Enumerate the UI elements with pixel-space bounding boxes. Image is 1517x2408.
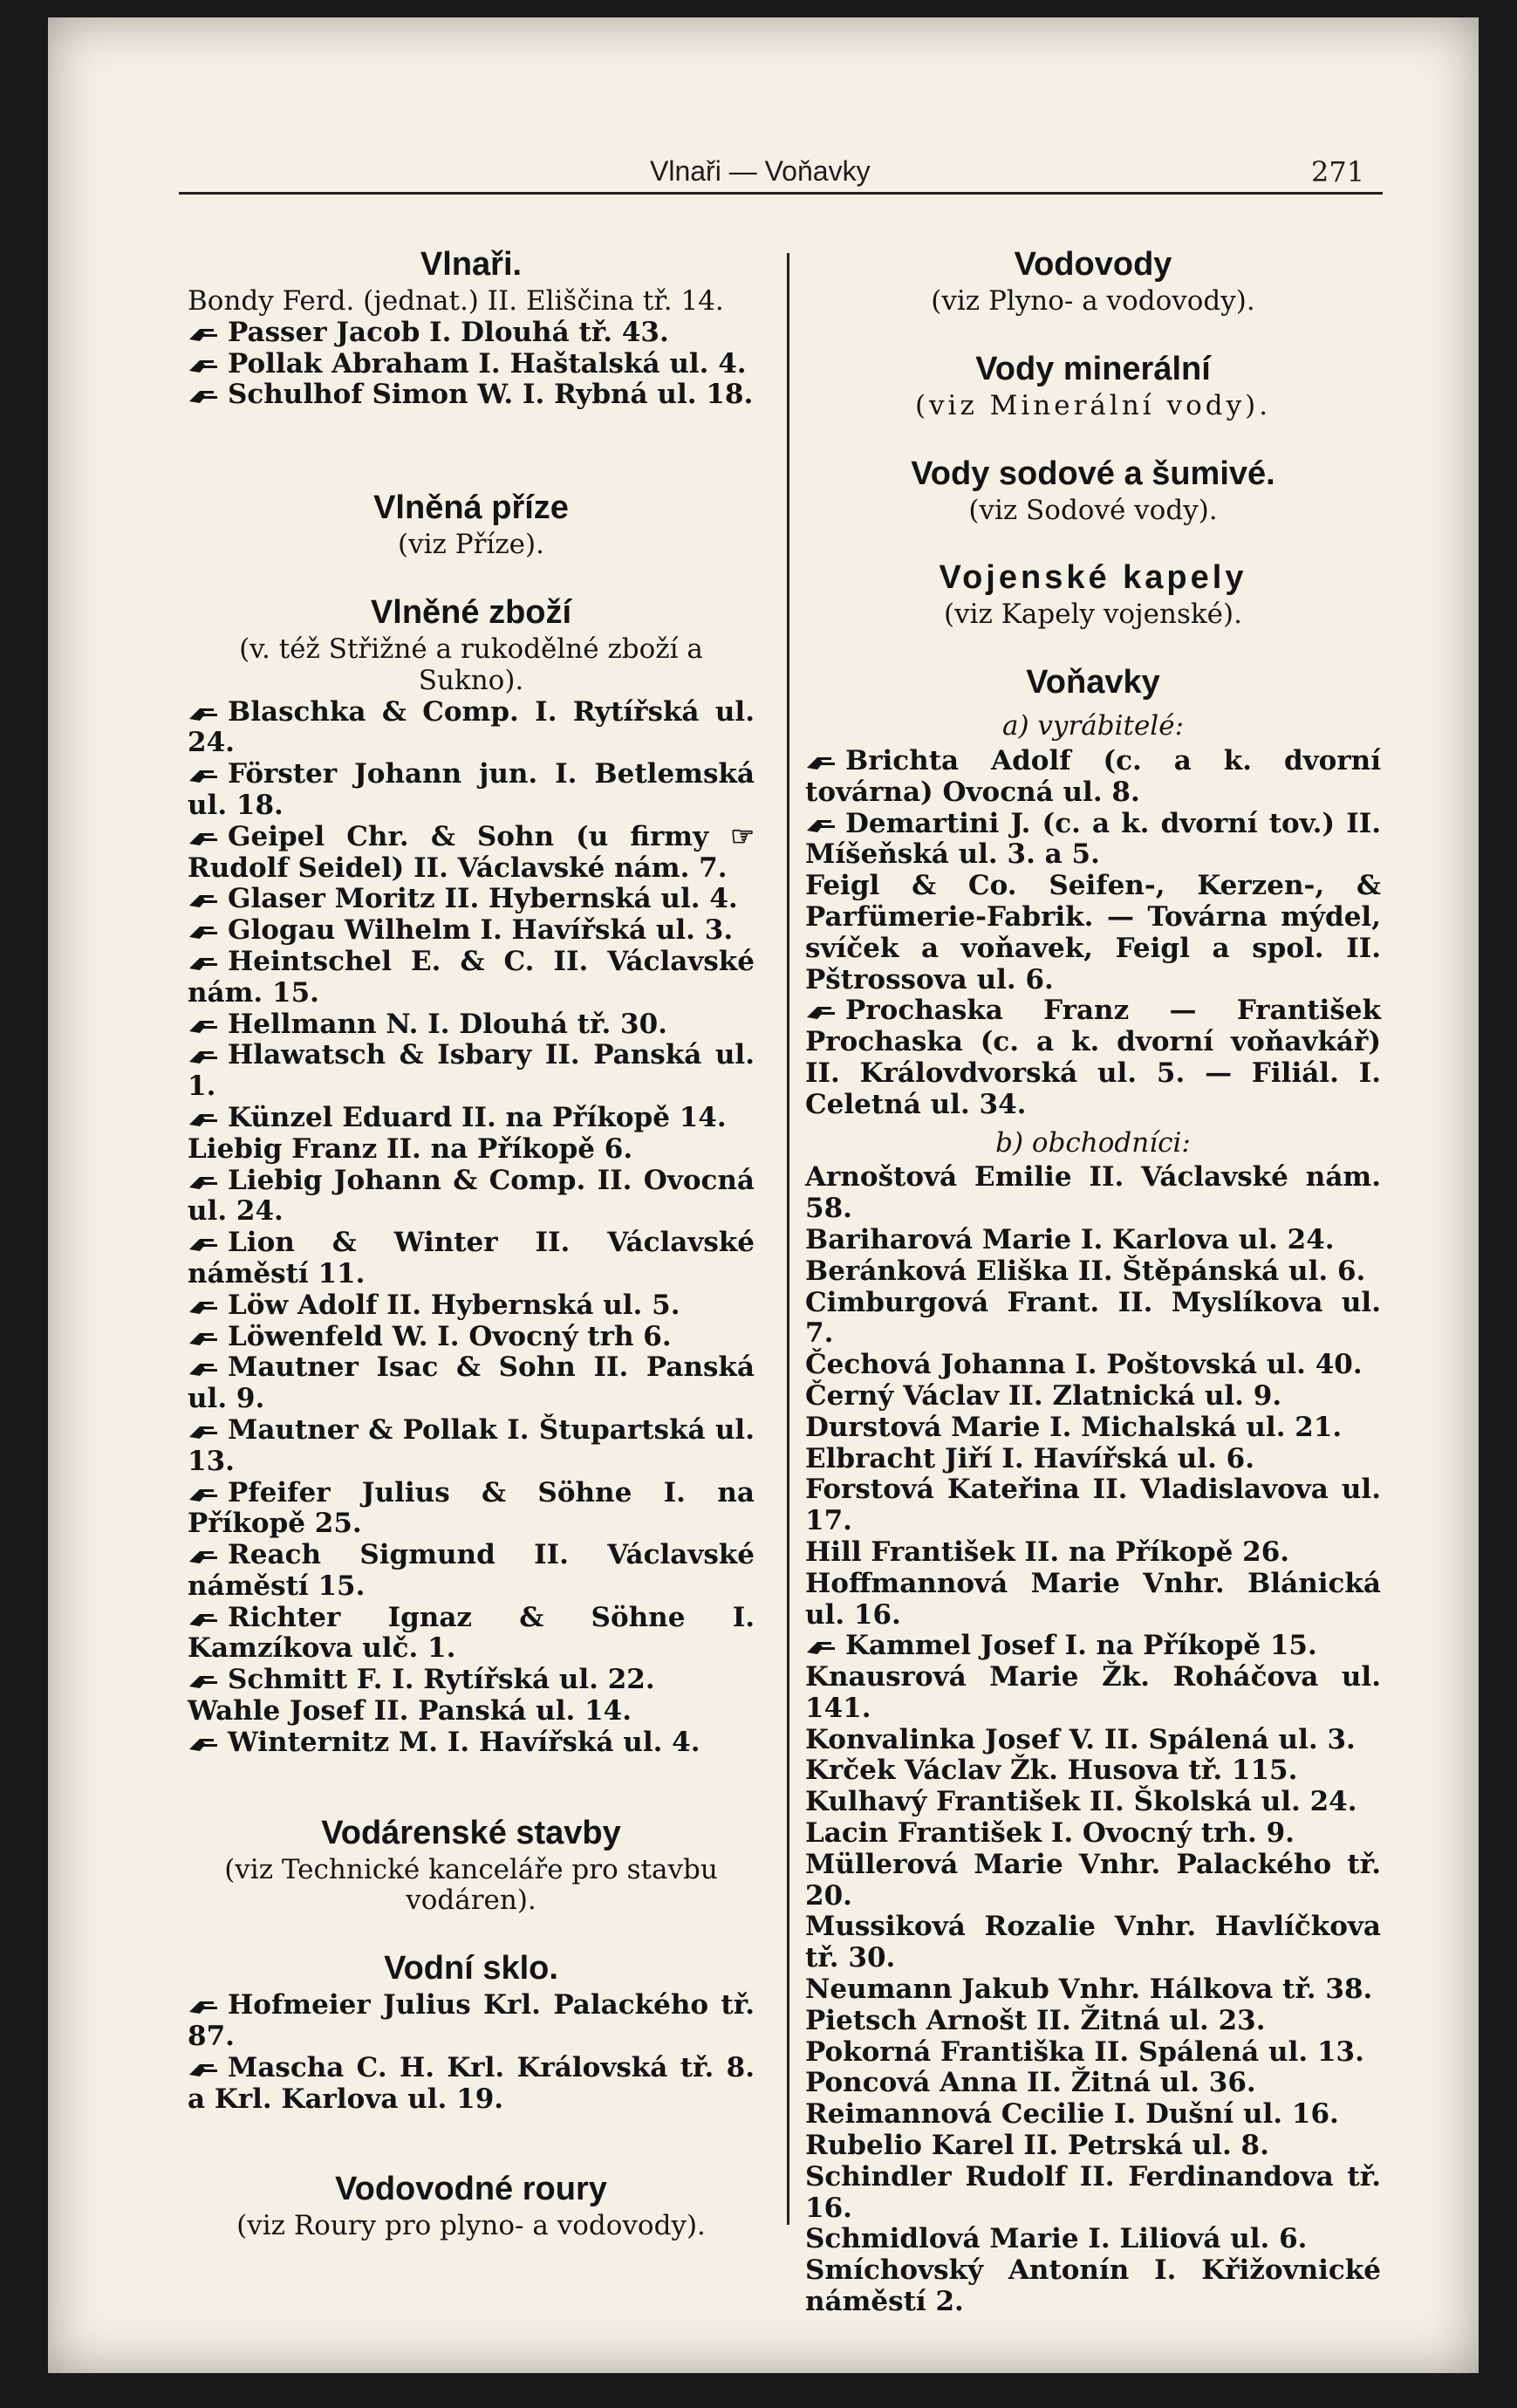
entry-text: Glogau Wilhelm I. Havířská ul. 3. (228, 914, 734, 947)
cross-reference: (viz Příze). (398, 529, 544, 561)
list-item (805, 871, 1381, 995)
cross-reference: (viz Sodové vody). (968, 494, 1218, 526)
entry-text: Liebig Franz II. na Příkopě 6. (188, 1132, 633, 1165)
entry-text: Knausrová Marie Žk. Roháčova ul. 141. (805, 1661, 1381, 1724)
list-item (805, 2006, 1381, 2037)
section-title: Vody sodové a šumivé. (911, 455, 1275, 492)
entry-text: Kammel Josef I. na Příkopě 15. (845, 1630, 1317, 1662)
entry-text: Rubelio Karel II. Petrská ul. 8. (805, 2130, 1269, 2162)
list-item (805, 1413, 1381, 1444)
entry-text: Wahle Josef II. Panská ul. 14. (188, 1695, 632, 1727)
section-title: Vlnaři. (420, 246, 523, 283)
entry-text: Passer Jacob I. Dlouhá tř. 43. (228, 316, 669, 348)
list-item (188, 1322, 755, 1353)
list-item (805, 809, 1381, 872)
entry-text: Schindler Rudolf II. Ferdinandova tř. 16. (805, 2160, 1381, 2224)
entry-text: Pokorná Františka II. Spálená ul. 13. (805, 2035, 1364, 2068)
entry-text: Schmitt F. I. Rytířská ul. 22. (228, 1664, 655, 1696)
list-item (805, 1288, 1381, 1351)
entry-text: Heintschel E. & C. II. Václavské nám. 15. (188, 945, 755, 1009)
header-rule (179, 192, 1383, 195)
column-divider (787, 253, 789, 2225)
pointing-hand-icon (188, 351, 222, 370)
entry-text: Hlawatsch & Isbary II. Panská ul. 1. (188, 1039, 755, 1103)
pointing-hand-icon (188, 1011, 222, 1030)
pointing-hand-icon (188, 1992, 222, 2011)
cross-reference: (viz Plyno- a vodovody). (931, 285, 1255, 317)
entry-text: Geipel Chr. & Sohn (u firmy ☞ Rudolf Seidel) II. Václavské nám. 7. (188, 820, 755, 884)
pointing-hand-icon (188, 319, 222, 339)
list-item (188, 1540, 755, 1603)
list-item (188, 2053, 755, 2116)
list-item (188, 1478, 755, 1541)
list-item (188, 1603, 755, 1666)
pointing-hand-icon (188, 1417, 222, 1436)
pointing-hand-icon (188, 2055, 222, 2074)
list-item (805, 1787, 1381, 1818)
entry-text: Hellmann N. I. Dlouhá tř. 30. (228, 1008, 667, 1040)
entry-text: Durstová Marie I. Michalská ul. 21. (805, 1411, 1343, 1443)
entry-text: Mascha C. H. Krl. Královská tř. 8. a Krl. Karlova ul. 19. (188, 2051, 755, 2115)
list-item (805, 2224, 1381, 2255)
entry-text: Čechová Johanna I. Poštovská ul. 40. (805, 1349, 1363, 1381)
entry-text: Elbracht Jiří I. Havířská ul. 6. (805, 1442, 1255, 1474)
entry-text: Richter Ignaz & Söhne I. Kamzíkova ulč. 1. (188, 1601, 755, 1665)
entry-text: Hofmeier Julius Krl. Palackého tř. 87. (188, 1989, 755, 2053)
pointing-hand-icon (188, 761, 222, 780)
entry-text: Mautner & Pollak I. Štupartská ul. 13. (188, 1413, 755, 1477)
entry-text: Löw Adolf II. Hybernská ul. 5. (228, 1289, 680, 1321)
entry-text: Černý Václav II. Zlatnická ul. 9. (805, 1379, 1282, 1412)
entry-text: Konvalinka Josef V. II. Spálená ul. 3. (805, 1723, 1356, 1755)
pointing-hand-icon (188, 699, 222, 718)
section-title: Vlněné zboží (370, 593, 572, 631)
cross-reference: (viz Roury pro plyno- a vodovody). (236, 2210, 706, 2242)
entry-text: Förster Johann jun. I. Betlemská ul. 18. (188, 758, 755, 821)
list-item (805, 1912, 1381, 1974)
section-title: Voňavky (1026, 664, 1160, 701)
pointing-hand-icon (188, 1480, 222, 1499)
entry-text: Pollak Abraham I. Haštalská ul. 4. (228, 347, 747, 380)
list-item (188, 1040, 755, 1103)
entry-text: Demartini J. (c. a k. dvorní tov.) II. Míšeňská ul. 3. a 5. (805, 807, 1381, 871)
list-item (188, 822, 755, 885)
entry-text: Blaschka & Comp. I. Rytířská ul. 24. (188, 695, 755, 759)
list-item (805, 1537, 1381, 1569)
list-item (188, 1103, 755, 1134)
list-item (805, 1850, 1381, 1912)
entry-text: Liebig Johann & Comp. II. Ovocná ul. 24. (188, 1164, 755, 1228)
list-item (188, 1415, 755, 1478)
entry-text: Löwenfeld W. I. Ovocný trh 6. (228, 1320, 672, 1352)
cross-reference: (v. též Střižné a rukodělné zboží a Sukno). (239, 633, 703, 696)
section-title: Vodárenské stavby (321, 1814, 621, 1851)
list-item (188, 884, 755, 915)
entry-text: Cimburgová Frant. II. Myslíkova ul. 7. (805, 1286, 1381, 1350)
list-item (805, 1755, 1381, 1787)
list-item (805, 1662, 1381, 1725)
list-item (805, 1974, 1381, 2006)
entry-text: Winternitz M. I. Havířská ul. 4. (228, 1726, 700, 1758)
pointing-hand-icon (188, 1666, 222, 1686)
entry-text: Poncová Anna II. Žitná ul. 36. (805, 2067, 1256, 2099)
pointing-hand-icon (188, 1042, 222, 1061)
list-item (188, 1727, 755, 1759)
list-item (805, 1444, 1381, 1475)
entry-text: Neumann Jakub Vnhr. Hálkova tř. 38. (805, 1974, 1373, 2006)
list-item (188, 1696, 755, 1727)
entry-text: Bariharová Marie I. Karlova ul. 24. (805, 1223, 1335, 1255)
pointing-hand-icon (188, 1324, 222, 1343)
entry-text: Krček Václav Žk. Husova tř. 115. (805, 1755, 1298, 1787)
entry-text: Kulhavý František II. Školská ul. 24. (805, 1786, 1357, 1818)
page-number: 271 (1311, 155, 1365, 188)
subsection-label: b) obchodníci: (995, 1126, 1191, 1159)
list-item (188, 1665, 755, 1696)
entry-text: Prochaska Franz — František Prochaska (c. a k. dvorní voňavkář) II. Královdvorská ul. 5. — Filiál. I. Celetná ul. 34. (805, 995, 1381, 1120)
entry-list (188, 286, 755, 411)
pointing-hand-icon (188, 886, 222, 905)
list-item (188, 380, 755, 411)
list-item (188, 1990, 755, 2053)
list-item (805, 1225, 1381, 1256)
pointing-hand-icon (188, 381, 222, 400)
list-item (805, 1725, 1381, 1756)
running-head: Vlnaři — Voňavky (650, 155, 871, 187)
list-item (805, 1818, 1381, 1850)
list-item (188, 759, 755, 822)
entry-text: Schmidlová Marie I. Liliová ul. 6. (805, 2223, 1308, 2255)
list-item (188, 915, 755, 947)
section-title: Vodovody (1014, 246, 1172, 283)
entry-text: Forstová Kateřina II. Vladislavova ul. 17. (805, 1474, 1381, 1537)
list-item (188, 947, 755, 1009)
list-item (805, 1381, 1381, 1413)
section-title: Vodní sklo. (384, 1950, 558, 1987)
section-title: Vlněná příze (373, 489, 569, 527)
list-item (805, 1256, 1381, 1288)
list-item (805, 2099, 1381, 2131)
list-item (188, 1228, 755, 1290)
entry-text: Reach Sigmund II. Václavské náměstí 15. (188, 1539, 755, 1602)
pointing-hand-icon (188, 1354, 222, 1373)
entry-text: Bondy Ferd. (jednat.) II. Eliščina tř. 14. (188, 285, 724, 317)
entry-text: Pfeifer Julius & Söhne I. na Příkopě 25. (188, 1476, 755, 1540)
list-item (805, 2131, 1381, 2162)
list-item (188, 1134, 755, 1166)
section-title: Vody minerální (975, 350, 1211, 387)
entry-text: Lion & Winter II. Václavské náměstí 11. (188, 1227, 755, 1290)
list-item (188, 1009, 755, 1041)
pointing-hand-icon (188, 1105, 222, 1124)
entry-text: Beránková Eliška II. Štěpánská ul. 6. (805, 1255, 1366, 1287)
list-item (805, 2162, 1381, 2225)
list-item (805, 1631, 1381, 1662)
entry-text: Feigl & Co. Seifen-, Kerzen-, & Parfümerie-Fabrik. — Továrna mýdel, svíček a voňavek, Feigl a spol. II. Pštrossova ul. 6. (805, 870, 1381, 995)
cross-reference: (viz Kapely vojenské). (944, 599, 1242, 631)
entry-text: Mautner Isac & Sohn II. Panská ul. 9. (188, 1351, 755, 1415)
list-item (805, 995, 1381, 1120)
pointing-hand-icon (188, 1229, 222, 1248)
list-item (805, 1569, 1381, 1632)
entry-text: Hoffmannová Marie Vnhr. Blánická ul. 16. (805, 1567, 1381, 1631)
list-item (188, 1290, 755, 1322)
list-item (805, 1350, 1381, 1381)
right-column (805, 243, 1381, 2318)
entry-text: Brichta Adolf (c. a k. dvorní továrna) Ovocná ul. 8. (805, 744, 1381, 808)
list-item (805, 2255, 1381, 2318)
entry-text: Smíchovský Antonín I. Křižovnické náměstí 2. (805, 2254, 1381, 2318)
pointing-hand-icon (188, 1542, 222, 1561)
list-item (188, 1166, 755, 1228)
section-title: Vojenské kapely (939, 559, 1247, 597)
directory-page (48, 17, 1479, 2373)
entry-text: Künzel Eduard II. na Příkopě 14. (228, 1101, 727, 1133)
list-item (805, 746, 1381, 809)
cross-reference: (viz Technické kanceláře pro stavbu vodáren). (224, 1853, 718, 1917)
entry-text: Müllerová Marie Vnhr. Palackého tř. 20. (805, 1848, 1381, 1912)
entry-text: Pietsch Arnošt II. Žitná ul. 23. (805, 2004, 1266, 2036)
pointing-hand-icon (805, 1632, 840, 1652)
entry-text: Schulhof Simon W. I. Rybná ul. 18. (228, 379, 754, 411)
pointing-hand-icon (188, 948, 222, 968)
pointing-hand-icon (188, 917, 222, 936)
entry-text: Reimannová Cecilie I. Dušní ul. 16. (805, 2098, 1339, 2131)
cross-reference: (viz Minerální vody). (914, 389, 1272, 421)
entry-list (188, 1990, 755, 2115)
list-item (188, 349, 755, 380)
entry-text: Arnoštová Emilie II. Václavské nám. 58. (805, 1161, 1381, 1225)
list-item (188, 286, 755, 318)
pointing-hand-icon (188, 1604, 222, 1624)
entry-text: Glaser Moritz II. Hybernská ul. 4. (228, 883, 738, 915)
pointing-hand-icon (188, 1167, 222, 1187)
entry-list (805, 746, 1381, 1121)
list-item (805, 1474, 1381, 1537)
list-item (188, 318, 755, 349)
pointing-hand-icon (188, 1729, 222, 1748)
subsection-label: a) vyrábitelé: (1001, 710, 1185, 742)
entry-list (805, 1162, 1381, 2317)
entry-text: Mussiková Rozalie Vnhr. Havlíčkova tř. 30. (805, 1911, 1381, 1974)
section-title: Vodovodné roury (335, 2171, 607, 2208)
entry-list (188, 697, 755, 1759)
list-item (188, 1352, 755, 1415)
pointing-hand-icon (805, 748, 840, 767)
entry-text: Lacin František I. Ovocný trh. 9. (805, 1817, 1295, 1850)
entry-text: Hill František II. na Příkopě 26. (805, 1536, 1290, 1568)
list-item (805, 2037, 1381, 2069)
list-item (805, 2068, 1381, 2099)
list-item (188, 697, 755, 760)
list-item (805, 1162, 1381, 1225)
left-column (188, 243, 755, 2242)
pointing-hand-icon (188, 824, 222, 843)
pointing-hand-icon (805, 997, 840, 1016)
pointing-hand-icon (805, 811, 840, 830)
pointing-hand-icon (188, 1292, 222, 1311)
